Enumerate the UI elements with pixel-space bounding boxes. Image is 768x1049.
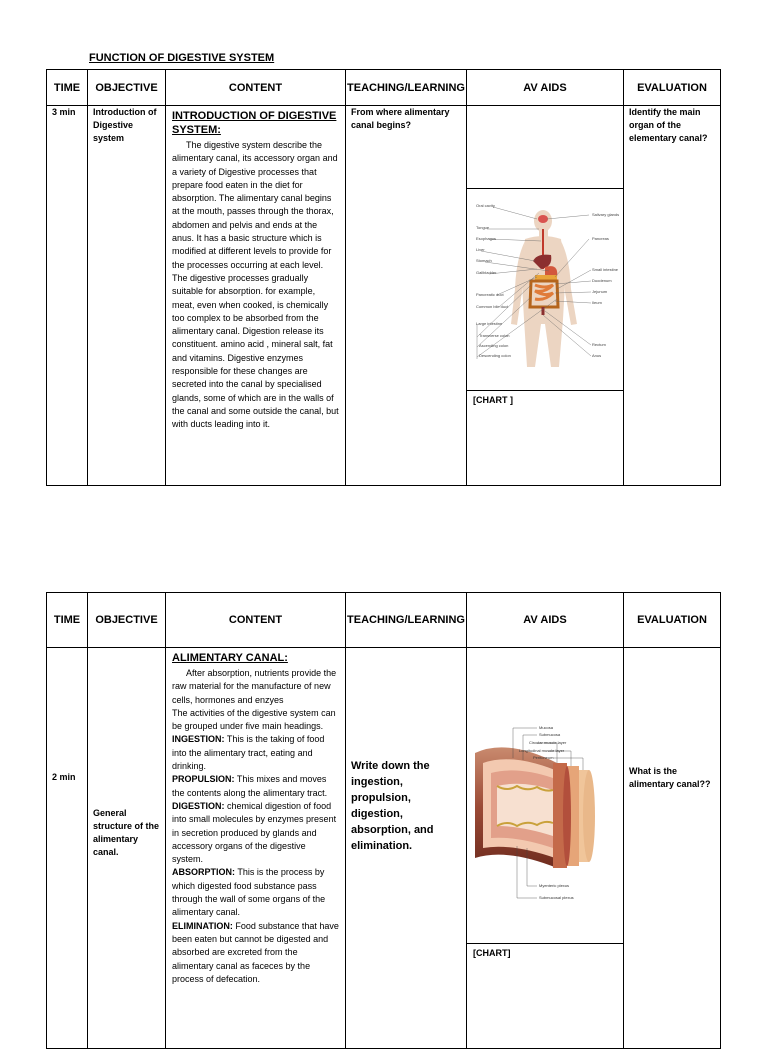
time-text: 2 min	[52, 772, 76, 783]
content-heading: ALIMENTARY CANAL:	[172, 652, 288, 664]
lesson-table-2	[46, 592, 721, 1049]
label-duodenum: Duodenum	[592, 278, 612, 283]
label-ascending-colon: Ascending colon	[479, 343, 509, 348]
digestive-system-diagram	[467, 188, 623, 391]
time-text: 3 min	[52, 107, 76, 117]
objective-cell	[88, 648, 166, 1049]
label-gallbladder: Gallbladder	[476, 270, 497, 275]
header-row	[47, 593, 721, 648]
label-mucosa: Mucosa	[539, 725, 554, 730]
content-cell	[166, 106, 346, 486]
label-stomach: Stomach	[476, 258, 492, 263]
evaluation-text: What is the alimentary canal??	[629, 765, 711, 789]
chart-label: [CHART]	[473, 948, 511, 958]
teaching-cell	[346, 648, 467, 1049]
document-title: FUNCTION OF DIGESTIVE SYSTEM	[89, 52, 275, 64]
objective-text: Introduction of Digestive system	[93, 107, 157, 144]
header-evaluation: EVALUATION	[624, 593, 721, 648]
header-teaching: TEACHING/LEARNING	[346, 70, 467, 106]
content-heading: INTRODUCTION OF DIGESTIVE SYSTEM:	[172, 110, 337, 136]
label-pancreas: Pancreas	[592, 236, 609, 241]
av-aids-cell	[467, 648, 624, 1049]
content-intro: After absorption, nutrients provide the raw material for the manufacture of new cells, hormones and enzyes	[172, 668, 337, 705]
chart-label: [CHART ]	[473, 395, 513, 405]
content-cell	[166, 648, 346, 1049]
label-transverse-colon: Transverse colon	[479, 333, 510, 338]
header-row	[47, 70, 721, 106]
label-descending-colon: Descending colon	[479, 353, 511, 358]
header-time: TIME	[47, 70, 88, 106]
time-cell	[47, 648, 88, 1049]
label-submucosa: Submucosa	[539, 732, 561, 737]
objective-text: General structure of the alimentary canal.	[93, 807, 160, 858]
label-common-bile-duct: Common bile duct	[476, 304, 509, 309]
content-intro-2: The activities of the digestive system can be grouped under five main headings.	[172, 707, 336, 732]
label-jejunum: Jejunum	[592, 289, 608, 294]
label-longitudinal-muscle: Longitudinal muscle layer	[519, 748, 565, 753]
teaching-cell	[346, 106, 467, 486]
time-cell	[47, 106, 88, 486]
header-teaching: TEACHING/LEARNING	[346, 593, 467, 648]
item-propulsion: PROPULSION: This mixes and moves the contents along the alimentary tract.	[172, 774, 328, 798]
item-absorption: ABSORPTION: This is the process by which digested food substance pass through the wall of some organs of the alimentary canal.	[172, 867, 326, 918]
header-time: TIME	[47, 593, 88, 648]
alimentary-canal-diagram	[467, 708, 624, 908]
label-ileum: Ileum	[592, 300, 602, 305]
label-submucosal-plexus: Submucosal plexus	[539, 895, 574, 900]
header-av-aids: AV AIDS	[467, 70, 624, 106]
label-salivary-glands: Salivary glands	[592, 212, 620, 217]
teaching-text: Write down the ingestion, propulsion, digestion, absorption, and elimination.	[351, 760, 434, 852]
lesson-row	[47, 106, 721, 486]
label-myenteric-plexus: Myenteric plexus	[539, 883, 570, 888]
lesson-table-1	[46, 69, 721, 486]
label-rectum: Rectum	[592, 342, 606, 347]
header-content: CONTENT	[166, 70, 346, 106]
header-av-aids: AV AIDS	[467, 593, 624, 648]
label-small-intestine: Small intestine	[592, 267, 619, 272]
evaluation-cell	[624, 648, 721, 1049]
label-pancreatic-duct: Pancreatic duct	[476, 292, 504, 297]
item-ingestion: INGESTION: This is the taking of food into the alimentary tract, eating and drinking.	[172, 734, 325, 772]
label-large-intestine: Large intestine	[476, 321, 503, 326]
header-objective: OBJECTIVE	[88, 593, 166, 648]
item-digestion: DIGESTION: chemical digestion of food into small molecules by enzymes present in secretion produced by glands and accessory organs of the digestive system.	[172, 800, 337, 865]
content-body: The digestive system describe the alimentary canal, its accessory organ and a variety of Digestive processes that prepare food eaten in the diet for absorption. The alimentary canal begins at the mouth, passes through the thorax, abdomen and pelvis and ends at the anus. It has a basic structure which is modified at different levels to provide for the processes occurring at each level. The digestive processes gradually suitable for absorption. for example, meat, even when cooked, is chemically too complex to be absorbed from the alimentary canal. Digestion release its constituent. amino acid , mineral salt, fat and vitamins. Digestive enzymes responsible for these changes are secreted into the canal by specialised glands, some of which are in the walls of the canal and some outside the canal, but with ducts leading into it.	[172, 140, 339, 430]
label-liver: Liver	[476, 247, 485, 252]
header-objective: OBJECTIVE	[88, 70, 166, 106]
header-content: CONTENT	[166, 593, 346, 648]
evaluation-cell	[624, 106, 721, 486]
lesson-row	[47, 648, 721, 1049]
label-tongue: Tongue	[476, 225, 490, 230]
label-esophagus: Esophagus	[476, 236, 497, 241]
header-evaluation: EVALUATION	[624, 70, 721, 106]
objective-cell	[88, 106, 166, 486]
item-elimination: ELIMINATION: Food substance that have been eaten but cannot be digested and absorbed are excreted from the alimentary canal as faceces by the process of defecation.	[172, 920, 339, 984]
teaching-text: From where alimentary canal begins?	[351, 107, 450, 131]
label-oral-cavity: Oral cavity	[476, 203, 495, 208]
label-peritoneum: Peritoneum	[533, 755, 554, 760]
label-circular-muscle: Circular muscle layer	[529, 740, 567, 745]
label-anus: Anus	[592, 353, 602, 358]
evaluation-text: Identify the main organ of the elementary canal?	[629, 107, 708, 144]
av-aids-cell	[467, 106, 624, 486]
